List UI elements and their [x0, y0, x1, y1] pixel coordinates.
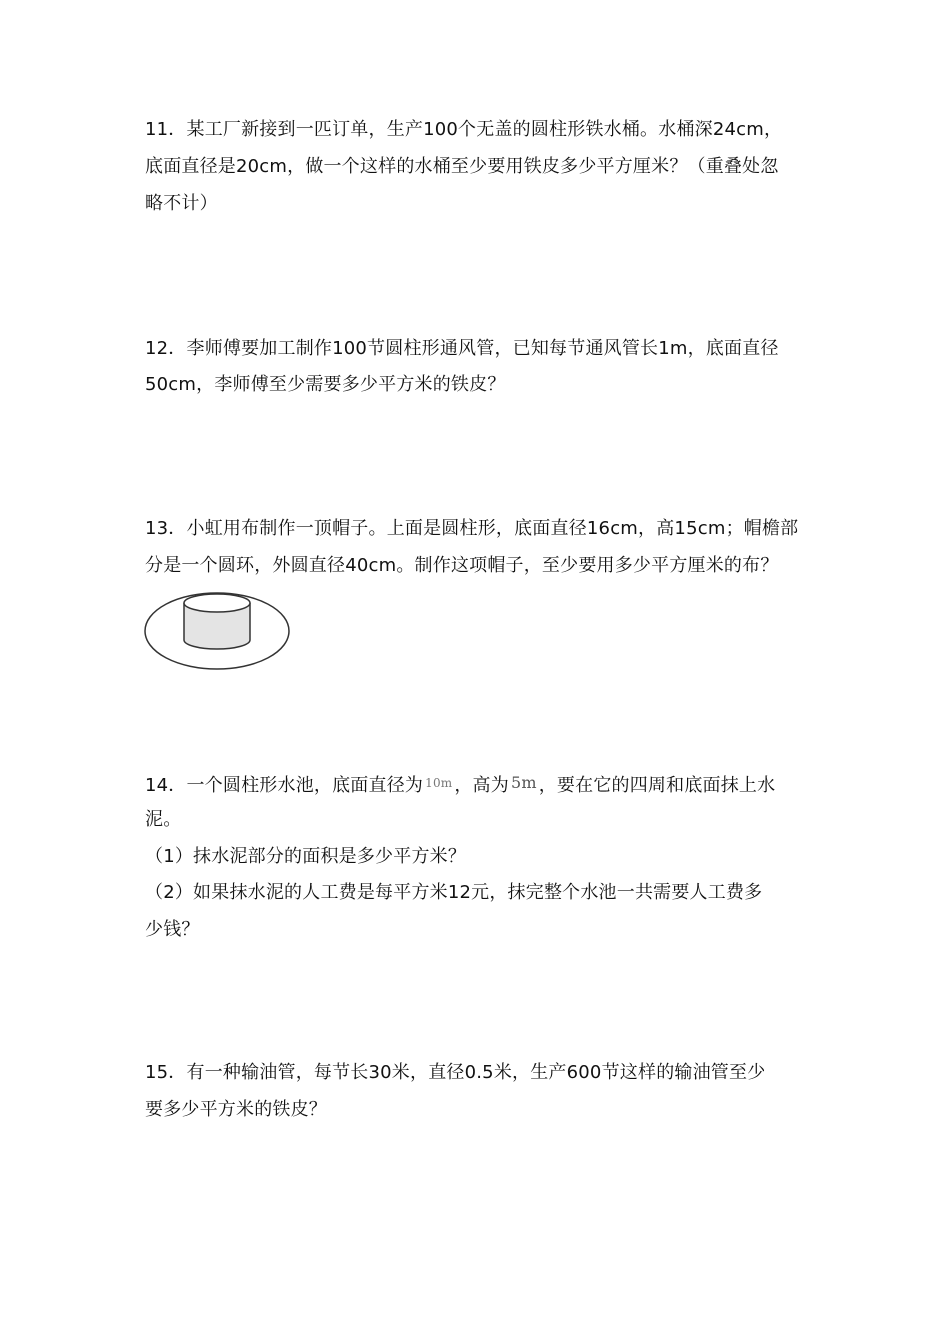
- q11-line-2: 底面直径是20cm，做一个这样的水桶至少要用铁皮多少平方厘米？（重叠处忽: [145, 156, 779, 177]
- q11-line-3: 略不计）: [145, 193, 218, 214]
- q14-line-1: [145, 771, 775, 798]
- q14-height-value: 5m: [510, 773, 537, 792]
- q14-text-a: 14．一个圆柱形水池，底面直径为: [145, 775, 424, 796]
- q14-line-2: 泥。: [145, 809, 182, 830]
- q11-line-1: 11．某工厂新接到一匹订单，生产100个无盖的圆柱形铁水桶。水桶深24cm，: [145, 119, 783, 140]
- q12-line-1: 12．李师傅要加工制作100节圆柱形通风管，已知每节通风管长1m，底面直径: [145, 338, 779, 359]
- q14-sub-question-2-line-1: （2）如果抹水泥的人工费是每平方米12元，抹完整个水池一共需要人工费多: [145, 882, 763, 903]
- q14-text-c: ，要在它的四周和底面抹上水: [538, 775, 776, 796]
- q13-line-2: 分是一个圆环，外圆直径40cm。制作这项帽子，至少要用多少平方厘米的布？: [145, 555, 779, 576]
- q14-sub-question-1: （1）抹水泥部分的面积是多少平方米？: [145, 846, 467, 867]
- q14-diameter-value: 10m: [425, 776, 453, 790]
- q12-line-2: 50cm，李师傅至少需要多少平方米的铁皮？: [145, 374, 506, 395]
- q15-line-2: 要多少平方米的铁皮？: [145, 1099, 327, 1120]
- q14-text-b: ，高为: [454, 775, 509, 796]
- q14-sub-question-2-line-2: 少钱？: [145, 919, 200, 940]
- q13-line-1: 13．小虹用布制作一顶帽子。上面是圆柱形，底面直径16cm，高15cm；帽檐部: [145, 518, 799, 539]
- q15-line-1: 15．有一种输油管，每节长30米，直径0.5米，生产600节这样的输油管至少: [145, 1062, 766, 1083]
- hat-crown-top: [184, 594, 250, 612]
- hat-diagram: [143, 586, 293, 672]
